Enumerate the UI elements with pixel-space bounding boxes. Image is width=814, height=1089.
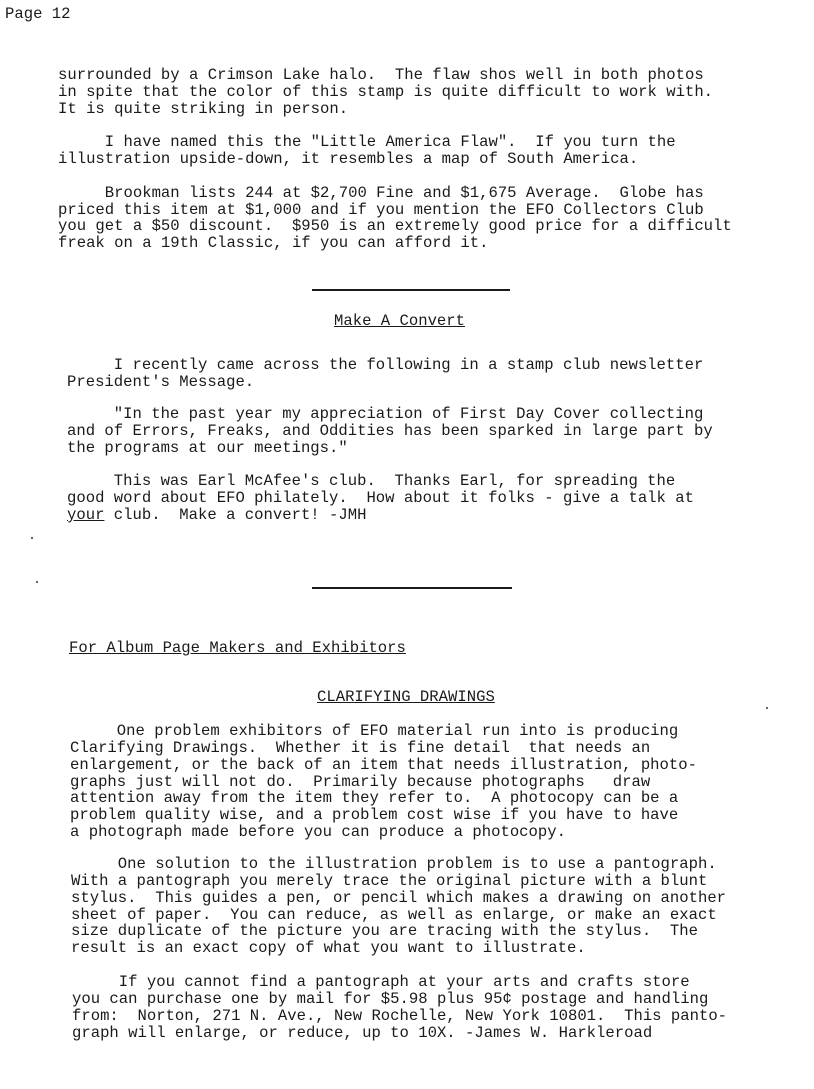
text-line: the programs at our meetings." <box>67 439 348 457</box>
text-run: club. Make a convert! -JMH <box>104 506 367 524</box>
heading-clarifying-drawings: CLARIFYING DRAWINGS <box>317 688 495 706</box>
text-line: good word about EFO philately. How about it folks - give a talk at <box>67 489 694 507</box>
text-line: "In the past year my appreciation of First Day Cover collecting <box>67 405 704 423</box>
page-number: Page 12 <box>5 5 71 23</box>
text-line: and of Errors, Freaks, and Oddities has been sparked in large part by <box>67 422 713 440</box>
emphasis-your: your <box>67 506 105 524</box>
text-line <box>67 507 366 524</box>
text-line: With a pantograph you merely trace the original picture with a blunt <box>71 872 708 890</box>
text-line: One problem exhibitors of EFO material run into is producing <box>70 722 679 740</box>
text-line: I recently came across the following in a stamp club newsletter <box>67 356 704 374</box>
text-line: result is an exact copy of what you want to illustrate. <box>71 939 586 957</box>
text-line: priced this item at $1,000 and if you mention the EFO Collectors Club <box>58 201 704 219</box>
section-divider <box>312 587 512 589</box>
text-line: This was Earl McAfee's club. Thanks Earl, for spreading the <box>67 472 676 490</box>
text-line: enlargement, or the back of an item that needs illustration, photo- <box>70 756 697 774</box>
text-line: a photograph made before you can produce a photocopy. <box>70 823 566 841</box>
text-line: size duplicate of the picture you are tracing with the stylus. The <box>71 922 698 940</box>
text-line: from: Norton, 271 N. Ave., New Rochelle, New York 10801. This panto- <box>72 1007 728 1025</box>
text-line: If you cannot find a pantograph at your arts and crafts store <box>72 973 690 991</box>
text-line: problem quality wise, and a problem cost wise if you have to have <box>70 806 679 824</box>
scan-speck <box>36 581 38 583</box>
scan-speck <box>766 707 768 709</box>
heading-make-a-convert: Make A Convert <box>334 312 466 330</box>
section-divider <box>312 289 510 291</box>
text-line: you get a $50 discount. $950 is an extremely good price for a difficult <box>58 217 732 235</box>
text-line: President's Message. <box>67 373 255 391</box>
scan-speck <box>31 537 33 539</box>
text-line: attention away from the item they refer to. A photocopy can be a <box>70 789 679 807</box>
text-line: Clarifying Drawings. Whether it is fine detail that needs an <box>70 739 651 757</box>
text-line: It is quite striking in person. <box>58 100 349 118</box>
text-line: in spite that the color of this stamp is quite difficult to work with. <box>58 83 714 101</box>
text-line: graph will enlarge, or reduce, up to 10X. -James W. Harkleroad <box>72 1024 653 1042</box>
text-line: Brookman lists 244 at $2,700 Fine and $1,675 Average. Globe has <box>58 184 704 202</box>
text-line: graphs just will not do. Primarily because photographs draw <box>70 773 651 791</box>
text-line: illustration upside-down, it resembles a map of South America. <box>58 150 639 168</box>
text-line: One solution to the illustration problem is to use a pantograph. <box>71 855 717 873</box>
text-line: freak on a 19th Classic, if you can afford it. <box>58 234 489 252</box>
text-line: you can purchase one by mail for $5.98 plus 95¢ postage and handling <box>72 990 709 1008</box>
text-line: stylus. This guides a pen, or pencil which makes a drawing on another <box>71 889 727 907</box>
text-line: sheet of paper. You can reduce, as well as enlarge, or make an exact <box>71 906 717 924</box>
text-line: surrounded by a Crimson Lake halo. The flaw shos well in both photos <box>58 66 704 84</box>
heading-album-page-makers: For Album Page Makers and Exhibitors <box>69 639 406 657</box>
text-line: I have named this the "Little America Flaw". If you turn the <box>58 133 676 151</box>
